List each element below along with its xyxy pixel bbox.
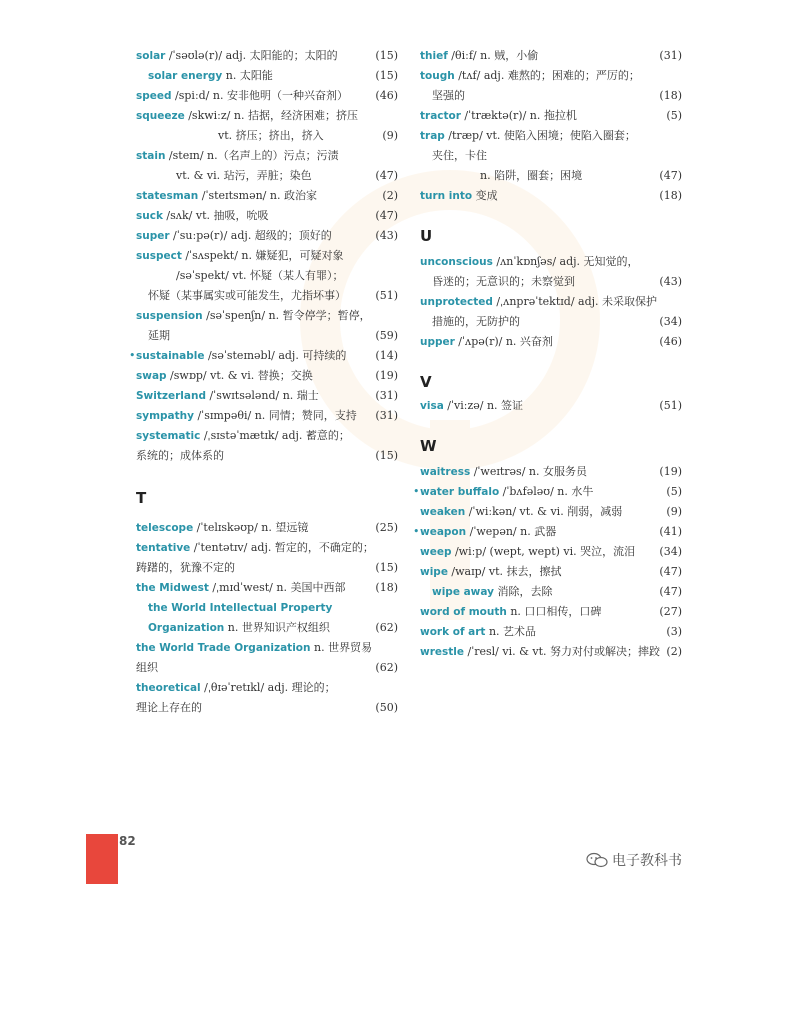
entry	[136, 246, 398, 306]
chat-bubble-icon	[586, 852, 608, 868]
definition: n. 世界知识产权组织	[224, 621, 330, 634]
unit-number: (62)	[375, 621, 398, 634]
definition: /ˈbʌfələʊ/ n. 水牛	[499, 485, 594, 498]
unit-number: (43)	[659, 275, 682, 288]
page-number: 82	[119, 834, 136, 848]
unit-number: (9)	[666, 505, 682, 518]
headword: wrestle	[420, 646, 464, 658]
section-letter-u: U	[420, 227, 433, 245]
entry	[420, 396, 682, 416]
definition: n. 世界贸易	[310, 641, 373, 654]
headword: word of mouth	[420, 606, 507, 618]
definition: /səˈspenʃn/ n. 暂令停学；暂停，	[202, 309, 371, 322]
definition: /ˈsuːpə(r)/ adj. 超级的；顶好的	[169, 229, 332, 242]
definition: /spiːd/ n. 安非他明（一种兴奋剂）	[171, 89, 348, 102]
entry	[420, 582, 682, 602]
definition: /θiːf/ n. 贼，小偷	[447, 49, 539, 62]
definition-continued: 夹住，卡住	[432, 149, 487, 162]
definition: /skwiːz/ n. 拮据，经济困难；挤压	[184, 109, 358, 122]
definition: /waɪp/ vt. 抹去，擦拭	[447, 565, 562, 578]
definition: /ˈsɪmpəθi/ n. 同情；赞同，支持	[193, 409, 357, 422]
definition-continued: 理论上存在的	[136, 701, 202, 714]
entry	[129, 346, 398, 366]
definition-continued: 昏迷的；无意识的；未察觉到	[432, 275, 575, 288]
definition: /ˈweɪtrəs/ n. 女服务员	[470, 465, 587, 478]
unit-number: (43)	[375, 229, 398, 242]
unit-number: (15)	[375, 69, 398, 82]
entry	[420, 106, 682, 126]
headword: solar energy	[148, 70, 223, 82]
headword: sustainable	[136, 350, 205, 362]
unit-number: (15)	[375, 449, 398, 462]
bullet-dot-icon: •	[129, 349, 136, 362]
unit-number: (46)	[659, 335, 682, 348]
definition-continued: vt. & vi. 玷污，弄脏；染色	[176, 169, 312, 182]
definition: /ˌsɪstəˈmætɪk/ adj. 蓄意的；	[200, 429, 350, 442]
definition: /ˌʌnprəˈtektɪd/ adj. 未采取保护	[492, 295, 658, 308]
definition: n. 太阳能	[222, 69, 273, 82]
entry	[136, 386, 398, 406]
entry	[420, 292, 682, 332]
headword: work of art	[420, 626, 486, 638]
unit-number: (47)	[659, 169, 682, 182]
unit-number: (19)	[375, 369, 398, 382]
headword: thief	[420, 50, 448, 62]
unit-number: (46)	[375, 89, 398, 102]
unit-number: (18)	[659, 189, 682, 202]
headword: theoretical	[136, 682, 201, 694]
headword: weapon	[420, 526, 467, 538]
entry	[136, 406, 398, 426]
unit-number: (25)	[375, 521, 398, 534]
unit-number: (41)	[659, 525, 682, 538]
entry	[413, 482, 682, 502]
headword: systematic	[136, 430, 201, 442]
definition: /ˈsʌspekt/ n. 嫌疑犯，可疑对象	[181, 249, 344, 262]
entry	[136, 638, 398, 678]
headword: unconscious	[420, 256, 493, 268]
entry	[136, 186, 398, 206]
headword: the World Trade Organization	[136, 642, 311, 654]
entry	[413, 522, 682, 542]
unit-number: (59)	[375, 329, 398, 342]
entry	[136, 426, 398, 466]
entry	[136, 518, 398, 538]
definition-continued: /səˈspekt/ vt. 怀疑（某人有罪）；	[176, 269, 344, 282]
definition: /səˈsteɪnəbl/ adj. 可持续的	[204, 349, 347, 362]
definition-continued: 坚强的	[432, 89, 465, 102]
headword: wipe away	[432, 586, 494, 598]
headword: stain	[136, 150, 166, 162]
headword: sympathy	[136, 410, 194, 422]
definition: /ˈwiːkən/ vt. & vi. 削弱，减弱	[465, 505, 623, 518]
definition-continued: 踌躇的，犹豫不定的	[136, 561, 235, 574]
unit-number: (2)	[382, 189, 398, 202]
entry	[420, 332, 682, 352]
headword: squeeze	[136, 110, 185, 122]
entry	[420, 602, 682, 622]
definition-continued: 延期	[148, 329, 170, 342]
definition-continued: vt. 挤压；挤出，挤入	[218, 129, 324, 142]
definition: /ˈtelɪskəʊp/ n. 望远镜	[193, 521, 309, 534]
definition: /ˌθɪəˈretɪkl/ adj. 理论的；	[200, 681, 336, 694]
entry	[136, 598, 398, 638]
headword: wipe	[420, 566, 448, 578]
headword: statesman	[136, 190, 199, 202]
entry	[136, 306, 398, 346]
unit-number: (9)	[382, 129, 398, 142]
entry	[420, 252, 682, 292]
definition: n. 口口相传，口碑	[506, 605, 602, 618]
headword: visa	[420, 400, 444, 412]
definition-continued: 组织	[136, 661, 158, 674]
entry	[136, 578, 398, 598]
definition: /ˈresl/ vi. & vt. 努力对付或解决；摔跤	[464, 645, 661, 658]
entry	[420, 126, 682, 186]
definition-continued: 系统的；成体系的	[136, 449, 224, 462]
definition: /ˈtræktə(r)/ n. 拖拉机	[460, 109, 577, 122]
headword: trap	[420, 130, 445, 142]
definition: /ˈsəʊlə(r)/ adj. 太阳能的；太阳的	[165, 49, 338, 62]
definition: n. 艺术品	[485, 625, 537, 638]
headword: super	[136, 230, 170, 242]
headword: unprotected	[420, 296, 493, 308]
definition: /ʌnˈkɒnʃəs/ adj. 无知觉的，	[492, 255, 639, 268]
entry	[420, 46, 682, 66]
headword: suspect	[136, 250, 182, 262]
headword: swap	[136, 370, 167, 382]
entry	[420, 542, 682, 562]
bullet-dot-icon: •	[413, 525, 420, 538]
unit-number: (5)	[666, 485, 682, 498]
entry	[136, 146, 398, 186]
unit-number: (14)	[375, 349, 398, 362]
entry	[136, 86, 398, 106]
headword: the World Intellectual Property	[148, 602, 333, 614]
definition: /steɪn/ n.（名声上的）污点；污渍	[165, 149, 339, 162]
section-letter-t: T	[136, 489, 147, 507]
headword-continued: Organization	[148, 622, 225, 634]
unit-number: (51)	[375, 289, 398, 302]
definition-continued: n. 陷阱，圈套；困境	[480, 169, 583, 182]
unit-number: (31)	[659, 49, 682, 62]
definition: /swɒp/ vt. & vi. 替换；交换	[166, 369, 313, 382]
headword: telescope	[136, 522, 194, 534]
unit-number: (18)	[375, 581, 398, 594]
headword: tractor	[420, 110, 461, 122]
unit-number: (3)	[666, 625, 682, 638]
unit-number: (34)	[659, 545, 682, 558]
entry	[136, 46, 398, 66]
headword: Switzerland	[136, 390, 206, 402]
entry	[420, 642, 682, 662]
definition: /ˈswɪtsələnd/ n. 瑞士	[205, 389, 319, 402]
section-letter-v: V	[420, 373, 432, 391]
unit-number: (19)	[659, 465, 682, 478]
definition: /ˈsteɪtsmən/ n. 政治家	[198, 189, 317, 202]
entry	[420, 462, 682, 482]
entry	[420, 66, 682, 106]
entry	[420, 186, 682, 206]
headword: tentative	[136, 542, 191, 554]
headword: speed	[136, 90, 172, 102]
bullet-dot-icon: •	[413, 485, 420, 498]
definition: /ˈviːzə/ n. 签证	[443, 399, 524, 412]
entry	[136, 366, 398, 386]
entry	[420, 622, 682, 642]
headword: water buffalo	[420, 486, 500, 498]
unit-number: (62)	[375, 661, 398, 674]
unit-number: (15)	[375, 49, 398, 62]
entry	[420, 562, 682, 582]
definition: /wiːp/ (wept, wept) vi. 哭泣，流泪	[451, 545, 636, 558]
unit-number: (18)	[659, 89, 682, 102]
definition: /sʌk/ vt. 抽吸，吮吸	[162, 209, 269, 222]
unit-number: (47)	[659, 565, 682, 578]
definition: /ˌmɪdˈwest/ n. 美国中西部	[208, 581, 346, 594]
section-letter-w: W	[420, 437, 437, 455]
definition-continued: 措施的，无防护的	[432, 315, 520, 328]
headword: weep	[420, 546, 452, 558]
entry	[136, 538, 398, 578]
unit-number: (47)	[375, 169, 398, 182]
unit-number: (2)	[666, 645, 682, 658]
unit-number: (34)	[659, 315, 682, 328]
unit-number: (5)	[666, 109, 682, 122]
entry	[136, 206, 398, 226]
unit-number: (31)	[375, 389, 398, 402]
headword: suspension	[136, 310, 203, 322]
headword: weaken	[420, 506, 466, 518]
headword: suck	[136, 210, 163, 222]
watermark-text: 电子教科书	[612, 853, 682, 869]
entry	[136, 678, 398, 718]
right-column	[413, 46, 682, 662]
left-column	[129, 46, 398, 718]
entry	[136, 106, 398, 146]
definition: /træp/ vt. 使陷入困境；使陷入圈套；	[444, 129, 636, 142]
headword: upper	[420, 336, 455, 348]
definition: /ˈwepən/ n. 武器	[466, 525, 557, 538]
headword: solar	[136, 50, 166, 62]
headword: tough	[420, 70, 455, 82]
watermark	[586, 850, 682, 870]
unit-number: (15)	[375, 561, 398, 574]
unit-number: (47)	[659, 585, 682, 598]
definition: /ˈʌpə(r)/ n. 兴奋剂	[454, 335, 553, 348]
unit-number: (31)	[375, 409, 398, 422]
definition: 变成	[472, 189, 498, 202]
unit-number: (27)	[659, 605, 682, 618]
headword: the Midwest	[136, 582, 209, 594]
unit-number: (51)	[659, 399, 682, 412]
definition-continued: 怀疑（某事属实或可能发生，尤指坏事）	[148, 289, 346, 302]
entry	[136, 66, 398, 86]
definition: /ˈtentətɪv/ adj. 暂定的，不确定的；	[190, 541, 374, 554]
definition: 消除，去除	[494, 585, 553, 598]
entry	[136, 226, 398, 246]
entry	[420, 502, 682, 522]
headword: waitress	[420, 466, 471, 478]
unit-number: (50)	[375, 701, 398, 714]
definition: /tʌf/ adj. 难熬的；困难的；严厉的；	[454, 69, 640, 82]
unit-number: (47)	[375, 209, 398, 222]
page-tab-marker	[86, 834, 118, 884]
headword: turn into	[420, 190, 473, 202]
